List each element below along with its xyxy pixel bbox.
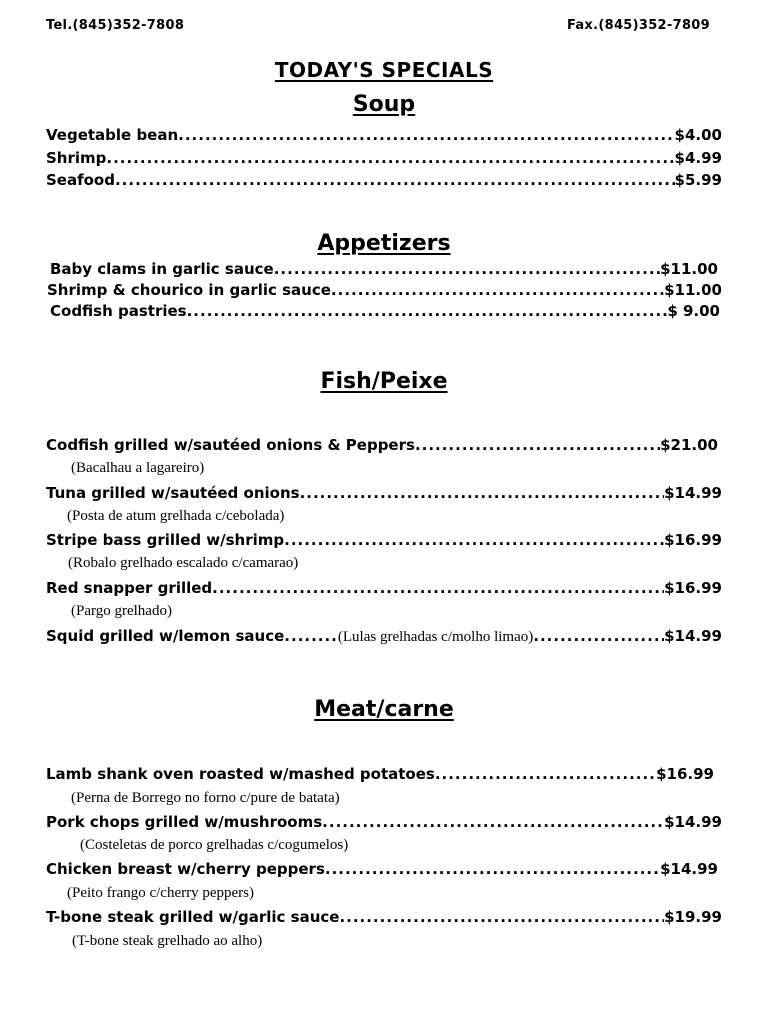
item-price: $11.00	[660, 260, 718, 278]
meat-heading-text: Meat/carne	[314, 697, 454, 722]
item-translation: (T-bone steak grelhado ao alho)	[72, 933, 263, 949]
fish-heading-text: Fish/Peixe	[320, 369, 448, 394]
leader-dots	[178, 126, 674, 144]
soup-heading-text: Soup	[352, 92, 416, 117]
item-price: $11.00	[664, 281, 722, 299]
menu-item-tuna-grilled	[46, 484, 722, 504]
item-translation: (Bacalhau a lagareiro)	[71, 460, 205, 476]
appetizers-heading-text: Appetizers	[317, 231, 451, 256]
item-price: $14.99	[664, 627, 722, 645]
item-translation: (Posta de atum grelhada c/cebolada)	[67, 508, 285, 524]
item-price: $14.99	[664, 484, 722, 502]
item-name: Vegetable bean	[46, 126, 179, 144]
item-price: $14.99	[664, 813, 722, 831]
leader-dots	[435, 765, 656, 783]
menu-item-lamb-shank	[46, 765, 714, 785]
menu-item-baby-clams	[50, 260, 718, 280]
item-translation: (Peito frango c/cherry peppers)	[67, 885, 255, 901]
menu-item-vegetable-bean	[46, 126, 722, 146]
item-price: $16.99	[664, 579, 722, 597]
menu-item-seafood-soup	[46, 171, 722, 191]
leader-dots	[322, 813, 664, 831]
item-name: Lamb shank oven roasted w/mashed potatoes	[46, 765, 435, 783]
item-price: $14.99	[660, 860, 718, 878]
section-heading-appetizers	[0, 231, 768, 256]
item-name: Tuna grilled w/sautéed onions	[46, 484, 300, 502]
item-name: Codfish pastries	[50, 302, 187, 320]
item-price: $5.99	[674, 171, 722, 189]
leader-dots	[284, 627, 338, 645]
menu-item-chicken-breast	[46, 860, 718, 880]
leader-dots	[274, 260, 660, 278]
item-price: $21.00	[660, 436, 718, 454]
leader-dots	[106, 149, 674, 167]
fax-number: Fax.(845)352-7809	[566, 18, 710, 33]
page-title	[0, 58, 768, 82]
section-heading-soup	[0, 92, 768, 117]
item-name: Stripe bass grilled w/shrimp	[46, 531, 285, 549]
item-name: Shrimp & chourico in garlic sauce	[47, 281, 331, 299]
leader-dots	[533, 627, 664, 645]
section-heading-meat	[0, 697, 768, 722]
menu-item-t-bone-steak	[46, 908, 722, 928]
menu-item-squid-grilled	[46, 627, 722, 647]
leader-dots	[339, 908, 664, 926]
leader-dots	[415, 436, 660, 454]
item-name: Baby clams in garlic sauce	[50, 260, 274, 278]
item-translation: (Pargo grelhado)	[71, 603, 172, 619]
menu-item-pork-chops	[46, 813, 722, 833]
menu-item-stripe-bass	[46, 531, 722, 551]
item-name: Squid grilled w/lemon sauce	[46, 627, 285, 645]
menu-item-codfish-grilled	[46, 436, 718, 456]
leader-dots	[187, 302, 668, 320]
section-heading-fish	[0, 369, 768, 394]
leader-dots	[115, 171, 675, 189]
item-name: Red snapper grilled	[46, 579, 213, 597]
telephone-number: Tel.(845)352-7808	[46, 18, 185, 33]
item-translation: (Robalo grelhado escalado c/camarao)	[68, 555, 299, 571]
leader-dots	[300, 484, 665, 502]
item-price: $4.00	[674, 126, 722, 144]
item-translation: (Costeletas de porco grelhadas c/cogumelos)	[80, 837, 349, 853]
item-name: Pork chops grilled w/mushrooms	[46, 813, 323, 831]
item-price: $ 9.00	[667, 302, 720, 320]
menu-item-codfish-pastries	[50, 302, 720, 322]
leader-dots	[331, 281, 664, 299]
item-price: $16.99	[664, 531, 722, 549]
page-title-text: TODAY'S SPECIALS	[274, 58, 494, 82]
item-price: $4.99	[674, 149, 722, 167]
menu-item-shrimp-chourico	[47, 281, 722, 301]
item-translation: (Lulas grelhadas c/molho limao)	[337, 629, 534, 645]
leader-dots	[325, 860, 660, 878]
menu-item-shrimp-soup	[46, 149, 722, 169]
item-name: T-bone steak grilled w/garlic sauce	[46, 908, 340, 926]
item-name: Chicken breast w/cherry peppers	[46, 860, 325, 878]
item-translation: (Perna de Borrego no forno c/pure de batata)	[71, 790, 340, 806]
leader-dots	[212, 579, 664, 597]
leader-dots	[284, 531, 664, 549]
item-name: Codfish grilled w/sautéed onions & Peppers	[46, 436, 415, 454]
item-name: Shrimp	[46, 149, 107, 167]
menu-item-red-snapper	[46, 579, 722, 599]
item-price: $16.99	[656, 765, 714, 783]
item-price: $19.99	[664, 908, 722, 926]
item-name: Seafood	[46, 171, 115, 189]
